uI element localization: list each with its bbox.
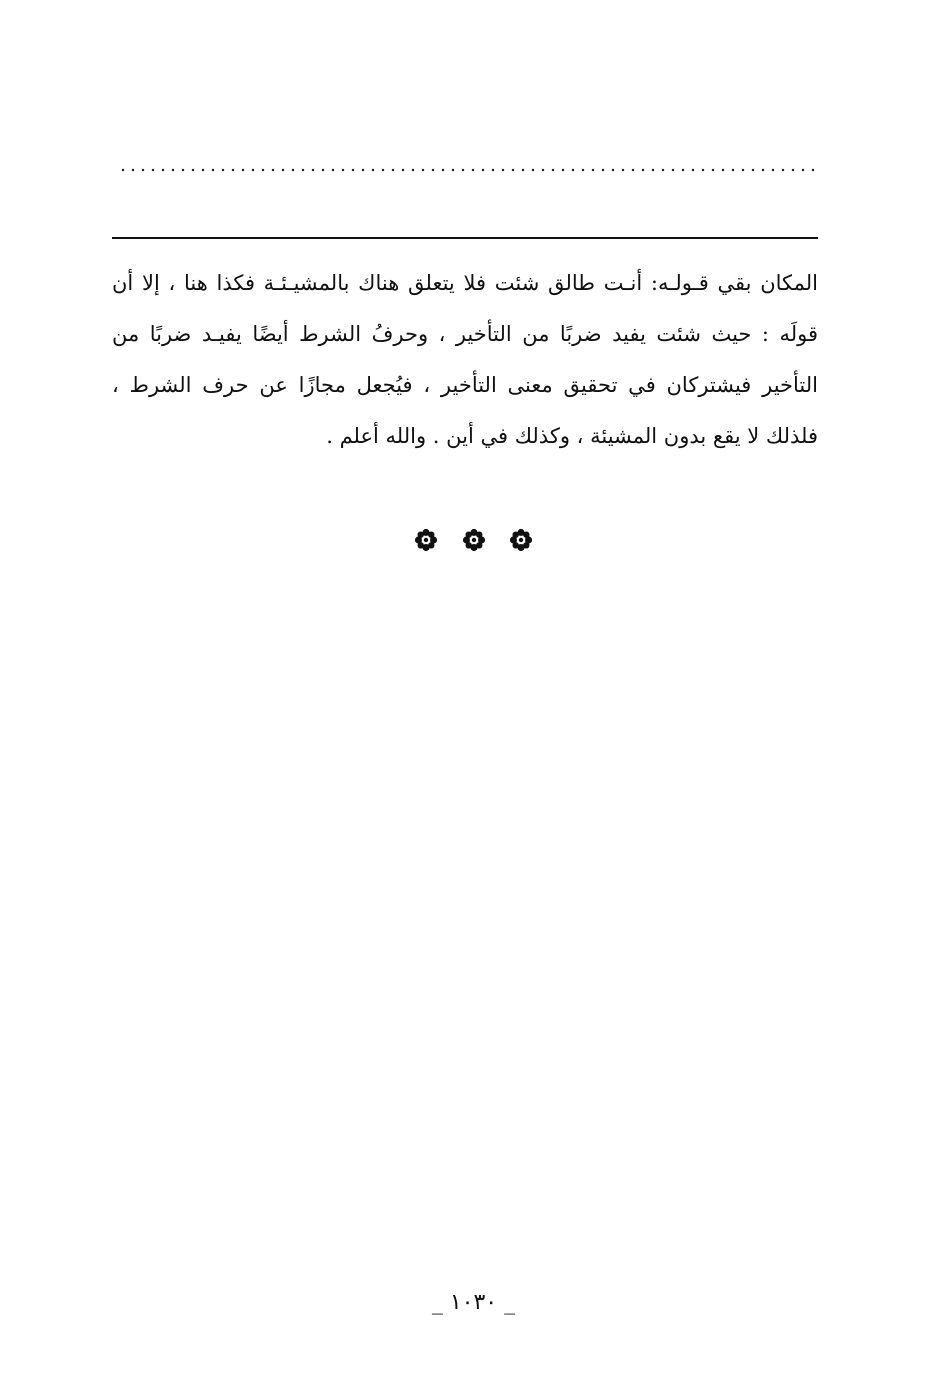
dotted-separator [118,168,818,172]
text-line: المكان بقي قـولـه: أنـت طالق شئت فلا يتعلق هناك بالمشيـئـة فكذا هنا ، إلا أن [112,271,818,295]
text-line: قولَه : حيث شئت يفيد ضربًا من التأخير ، وحرفُ الشرط أيضًا يفيـد ضربًا من [112,322,818,346]
flower-icon [414,528,438,552]
text-line: فلذلك لا يقع بدون المشيئة ، وكذلك في أين . والله أعلم . [326,424,818,448]
body-text [112,258,818,462]
page-number: _ ١٠٣٠ _ [431,1290,516,1315]
flower-icon [462,528,486,552]
footnote-rule [112,237,818,239]
flower-icon [509,528,533,552]
text-line: التأخير فيشتركان في تحقيق معنى التأخير ، فيُجعل مجازًا عن حرف الشرط ، [112,373,818,397]
section-end-ornaments [0,528,947,564]
